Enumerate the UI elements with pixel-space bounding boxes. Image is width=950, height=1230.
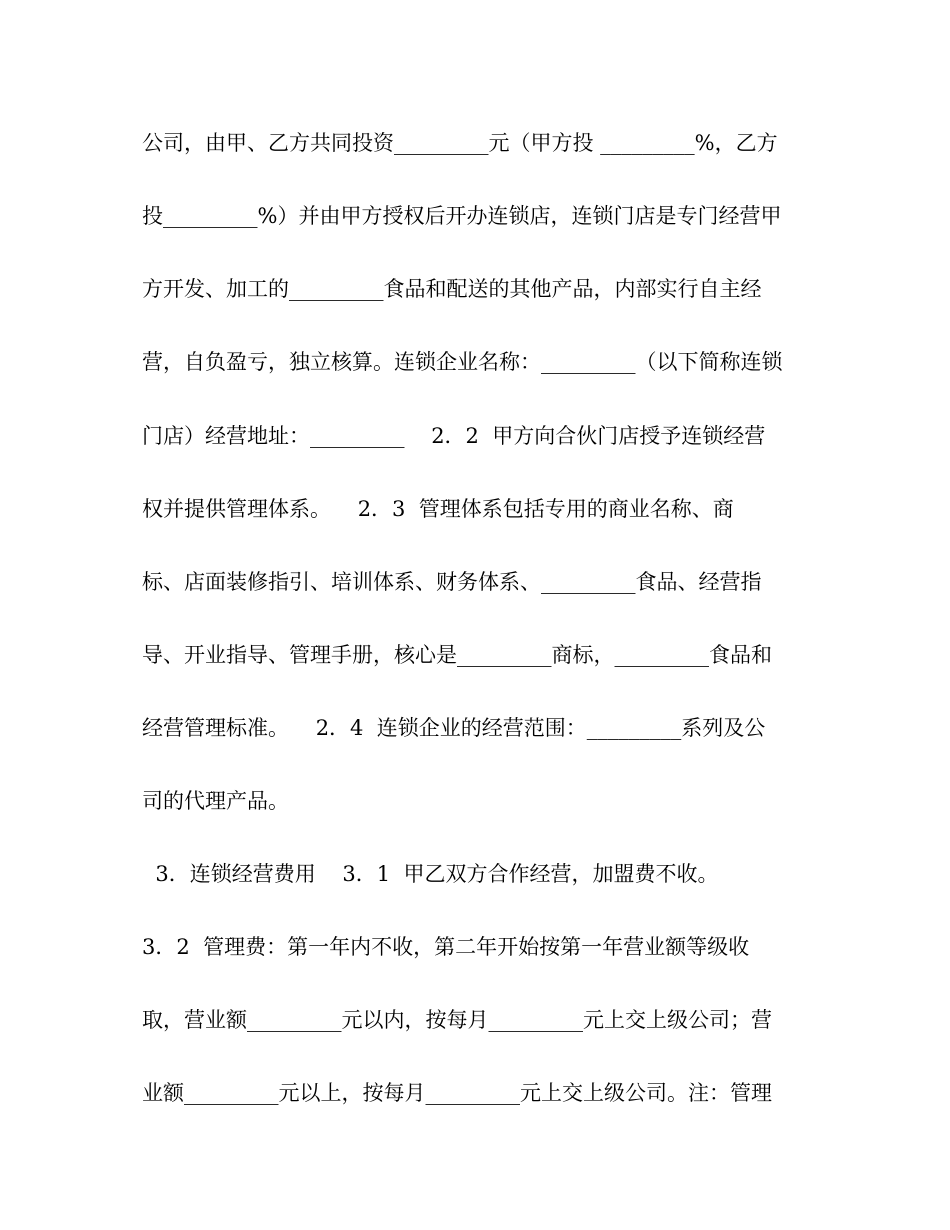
text-line: 3．2 管理费：第一年内不收，第二年开始按第一年营业额等级收 (142, 935, 750, 959)
text-line: 司的代理产品。 (142, 789, 289, 813)
text-line: 业额_________元以上，按每月_________元上交上级公司。注：管理 (142, 1081, 772, 1105)
text-line: 方开发、加工的_________食品和配送的其他产品，内部实行自主经 (142, 277, 762, 301)
text-line: 导、开业指导、管理手册，核心是_________商标，_________食品和 (142, 643, 772, 667)
text-line: 取，营业额_________元以内，按每月_________元上交上级公司；营 (142, 1008, 772, 1032)
text-line: 门店）经营地址：_________ 2．2 甲方向合伙门店授予连锁经营 (142, 424, 766, 448)
text-line: 标、店面装修指引、培训体系、财务体系、_________食品、经营指 (142, 570, 762, 594)
text-line: 投_________%）并由甲方授权后开办连锁店，连锁门店是专门经营甲 (142, 204, 782, 228)
text-line: 公司，由甲、乙方共同投资_________元（甲方投 _________%，乙方 (142, 131, 778, 155)
text-line: 营，自负盈亏，独立核算。连锁企业名称：_________（以下简称连锁 (142, 350, 783, 374)
text-line: 3．连锁经营费用 3．1 甲乙双方合作经营，加盟费不收。 (142, 862, 719, 886)
text-line: 权并提供管理体系。 2．3 管理体系包括专用的商业名称、商 (142, 497, 734, 521)
text-line: 经营管理标准。 2．4 连锁企业的经营范围：_________系列及公 (142, 716, 766, 740)
